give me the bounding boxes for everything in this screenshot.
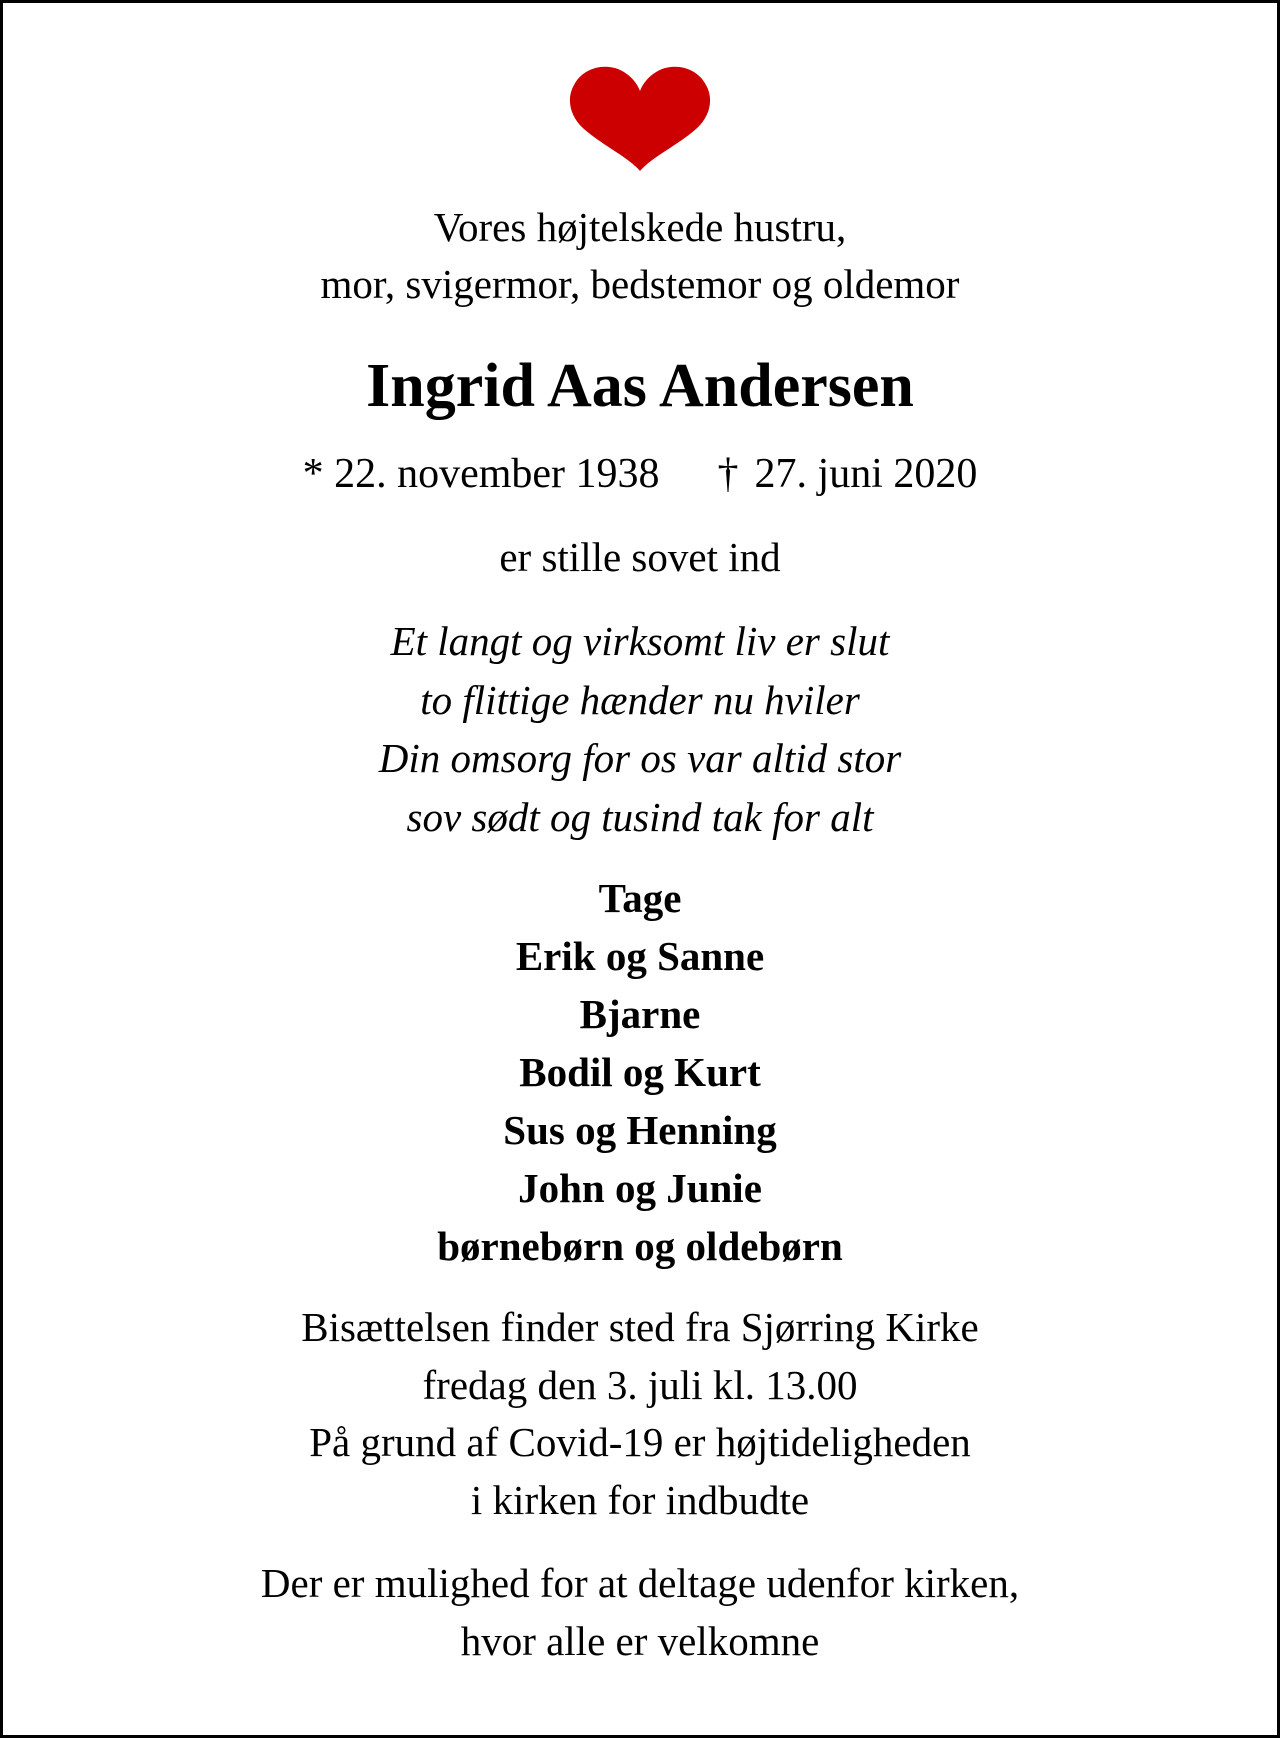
poem-line: sov sødt og tusind tak for alt (406, 793, 874, 840)
funeral-line: På grund af Covid-19 er højtideligheden (309, 1419, 971, 1465)
poem-line: Din omsorg for os var altid stor (378, 735, 902, 781)
funeral-line: i kirken for indbudte (470, 1476, 810, 1523)
family-member: Erik og Sanne (515, 933, 765, 979)
death-date: 27. juni 2020 (754, 451, 978, 497)
intro-line: Vores højtelskede hustru, (433, 204, 847, 250)
birth-symbol: * (302, 451, 324, 497)
funeral-line: Bisættelsen finder sted fra Sjørring Kirke (301, 1304, 979, 1350)
family-member: Sus og Henning (503, 1107, 777, 1153)
intro-text (3, 199, 1277, 313)
dagger-icon: † (717, 451, 739, 497)
poem-line: to flittige hænder nu hviler (420, 676, 860, 723)
family-member: børnebørn og oldebørn (437, 1223, 843, 1269)
heart-icon (568, 61, 712, 173)
funeral-info (3, 1299, 1277, 1529)
closing-line: hvor alle er velkomne (460, 1617, 820, 1664)
poem-line: Et langt og virksomt liv er slut (390, 618, 890, 664)
deceased-name: Ingrid Aas Andersen (366, 352, 914, 420)
closing-note (3, 1555, 1277, 1670)
birth-date: 22. november 1938 (334, 451, 660, 497)
family-member: Bjarne (579, 991, 701, 1037)
family-member: Bodil og Kurt (519, 1049, 761, 1095)
intro-line: mor, svigermor, bedstemor og oldemor (320, 261, 960, 307)
closing-line: Der er mulighed for at deltage udenfor kirken, (260, 1560, 1020, 1606)
heart-container (3, 61, 1277, 173)
life-dates (3, 446, 1277, 502)
family-member: Tage (598, 875, 682, 921)
family-member: John og Junie (518, 1165, 762, 1211)
passed-away-line: er stille sovet ind (499, 534, 781, 580)
family-list (3, 869, 1277, 1275)
funeral-line: fredag den 3. juli kl. 13.00 (422, 1361, 858, 1408)
poem (3, 612, 1277, 846)
